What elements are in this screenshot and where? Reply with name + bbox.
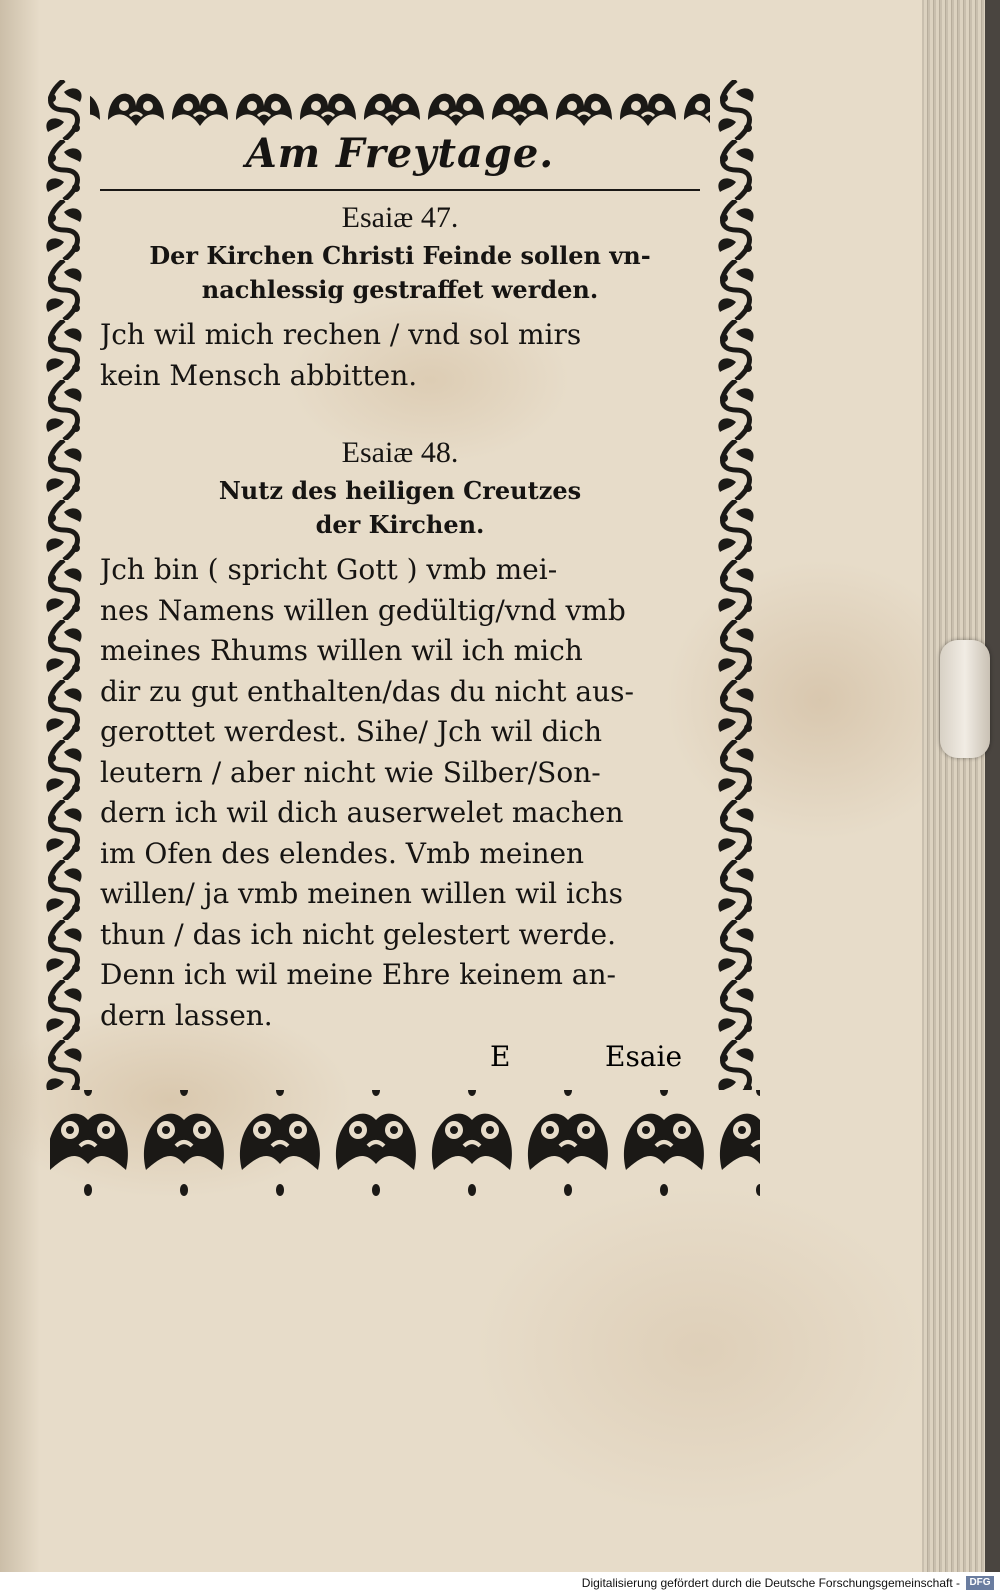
- body-line: Jch bin ( spricht Gott ) vmb mei-: [100, 553, 558, 586]
- dfg-logo: DFG: [966, 1576, 994, 1590]
- body-line: dern lassen.: [100, 998, 273, 1032]
- body-line: kein Mensch abbitten.: [100, 358, 418, 392]
- page-clip: [940, 640, 990, 758]
- footer-credit: Digitalisierung gefördert durch die Deutsche Forschungsgemeinschaft -: [581, 1576, 960, 1590]
- subtitle-line: Nutz des heiligen Creutzes: [218, 476, 582, 505]
- body-line: gerottet werdest. Sihe/ Jch wil dich: [100, 715, 603, 748]
- body-line: dir zu gut enthalten/das du nicht aus-: [100, 674, 634, 708]
- body-line: meines Rhums willen wil ich mich: [100, 634, 583, 667]
- body-line: thun / das ich nicht gelestert werde.: [100, 917, 616, 951]
- section-subtitle: [100, 239, 700, 307]
- body-line: leutern / aber nicht wie Silber/Son-: [100, 755, 601, 789]
- footer-bar: [0, 1572, 1000, 1595]
- signature-mark: E: [490, 1040, 511, 1073]
- subtitle-line: Der Kirchen Christi Feinde sollen vn-: [149, 241, 651, 270]
- text-block: [100, 130, 700, 1090]
- subtitle-line: der Kirchen.: [315, 510, 485, 539]
- subtitle-line: nachlessig gestraffet werden.: [201, 275, 599, 304]
- body-line: Denn ich wil meine Ehre keinem an-: [100, 958, 616, 991]
- section-body: [100, 315, 700, 396]
- catchword: Esaie: [605, 1040, 683, 1073]
- section-reference: Esaiæ 47.: [341, 201, 459, 234]
- body-line: Jch wil mich rechen / vnd sol mirs: [100, 318, 582, 351]
- section-esaiae-48: [100, 436, 700, 1036]
- body-line: im Ofen des elendes. Vmb meinen: [100, 836, 585, 870]
- body-line: dern ich wil dich auserwelet machen: [100, 796, 624, 829]
- running-head: Am Freytage.: [245, 130, 555, 177]
- book-cover-edge: [985, 0, 1000, 1572]
- head-rule: [100, 189, 700, 191]
- body-line: nes Namens willen gedültig/vnd vmb: [100, 593, 626, 627]
- section-esaiae-47: [100, 201, 700, 396]
- section-body: [100, 550, 700, 1036]
- section-reference: Esaiæ 48.: [341, 436, 459, 469]
- body-line: willen/ ja vmb meinen willen wil ichs: [100, 877, 624, 910]
- section-subtitle: [100, 474, 700, 542]
